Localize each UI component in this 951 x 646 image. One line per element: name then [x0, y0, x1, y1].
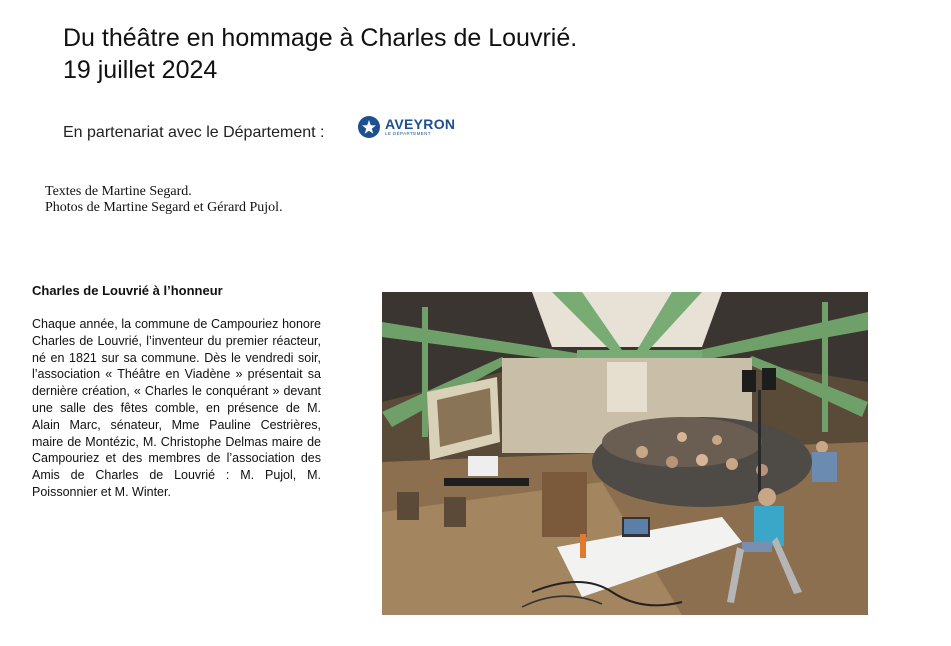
article-body: Chaque année, la commune de Campouriez honore Charles de Louvrié, l’inventeur du premier réacteur, né en 1821 sur sa commune. Dès le vendredi soir, l’association « Théâtre en Viadène » présentait sa dernière création, « Charles le conquérant » devant une salle des fêtes comble, en présence de M. Alain Marc, sénateur, Mme Pauline Cestrières, maire de Montézic, M. Christophe Delmas maire de Campouriez et des membres de l’association des Amis de Charles de Louvrié : M. Pujol, M. Poissonnier et M. Winter. [32, 317, 321, 499]
event-photo [382, 292, 868, 615]
aveyron-logo [358, 116, 455, 138]
text-credit: Textes de Martine Segard. [45, 184, 192, 199]
title-line-1: Du théâtre en hommage à Charles de Louvrié. [63, 24, 578, 52]
page-title [63, 22, 577, 86]
aveyron-star-icon [358, 116, 380, 138]
title-date: 19 juillet 2024 [63, 56, 218, 84]
logo-name: AVEYRON [385, 116, 456, 132]
article-title: Charles de Louvrié à l’honneur [32, 283, 223, 298]
photo-credit: Photos de Martine Segard et Gérard Pujol. [45, 200, 283, 215]
credits [45, 184, 283, 216]
partnership-label: En partenariat avec le Département : [63, 124, 325, 141]
logo-subtitle: LE DÉPARTEMENT [385, 131, 431, 136]
